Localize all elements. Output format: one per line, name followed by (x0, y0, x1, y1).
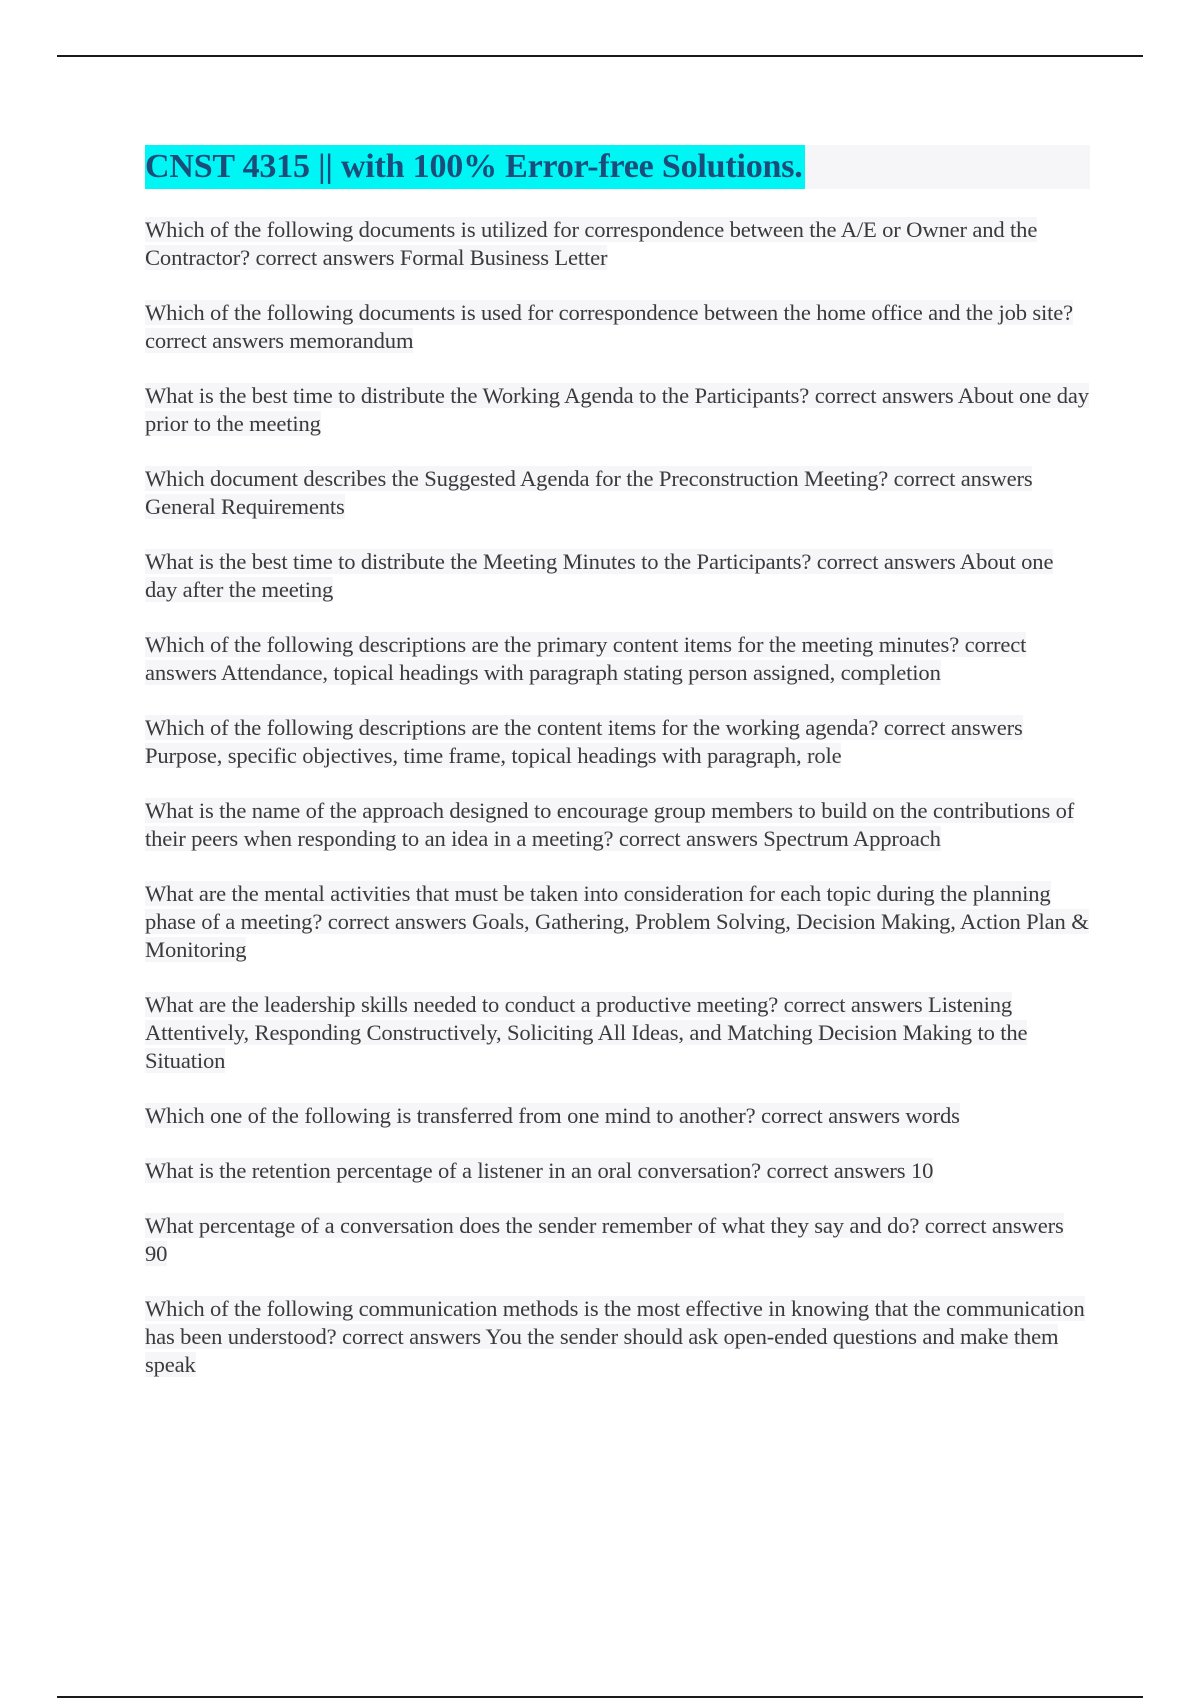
qa-text: Which of the following communication methods is the most effective in knowing that the communication has been understood? correct answers You the sender should ask open-ended questions and make them speak (145, 1296, 1085, 1377)
qa-text: Which one of the following is transferred from one mind to another? correct answers words (145, 1103, 960, 1128)
qa-text: What are the mental activities that must be taken into consideration for each topic during the planning phase of a meeting? correct answers Goals, Gathering, Problem Solving, Decision Making, Action Plan & Monitoring (145, 881, 1089, 962)
bottom-rule (57, 1696, 1143, 1698)
qa-item-6 (145, 631, 1090, 687)
qa-item-7 (145, 714, 1090, 770)
qa-text: Which of the following descriptions are the content items for the working agenda? correct answers Purpose, specific objectives, time frame, topical headings with paragraph, role (145, 715, 1023, 768)
qa-item-8 (145, 797, 1090, 853)
qa-item-12 (145, 1157, 1090, 1185)
qa-item-11 (145, 1102, 1090, 1130)
qa-text: Which of the following descriptions are the primary content items for the meeting minutes? correct answers Attendance, topical headings with paragraph stating person assigned, completion (145, 632, 1027, 685)
qa-text: What is the name of the approach designed to encourage group members to build on the contributions of their peers when responding to an idea in a meeting? correct answers Spectrum Approach (145, 798, 1075, 851)
qa-item-3 (145, 382, 1090, 438)
qa-text: Which of the following documents is used for correspondence between the home office and the job site? correct answers memorandum (145, 300, 1074, 353)
document-body (145, 145, 1090, 1406)
qa-text: What percentage of a conversation does the sender remember of what they say and do? correct answers 90 (145, 1213, 1064, 1266)
qa-text: What is the best time to distribute the Meeting Minutes to the Participants? correct answers About one day after the meeting (145, 549, 1054, 602)
qa-text: Which document describes the Suggested Agenda for the Preconstruction Meeting? correct answers General Requirements (145, 466, 1033, 519)
qa-item-5 (145, 548, 1090, 604)
top-rule (57, 55, 1143, 57)
document-title: CNST 4315 || with 100% Error-free Solutions. (145, 145, 805, 189)
qa-text: What is the best time to distribute the Working Agenda to the Participants? correct answers About one day prior to the meeting (145, 383, 1089, 436)
qa-item-14 (145, 1295, 1090, 1379)
qa-text: What are the leadership skills needed to conduct a productive meeting? correct answers Listening Attentively, Responding Constructively, Soliciting All Ideas, and Matching Decision Making to the Situation (145, 992, 1028, 1073)
qa-item-9 (145, 880, 1090, 964)
qa-item-2 (145, 299, 1090, 355)
qa-item-10 (145, 991, 1090, 1075)
qa-text: Which of the following documents is utilized for correspondence between the A/E or Owner and the Contractor? correct answers Formal Business Letter (145, 217, 1038, 270)
title-band (145, 145, 1090, 189)
qa-item-4 (145, 465, 1090, 521)
qa-item-1 (145, 216, 1090, 272)
qa-text: What is the retention percentage of a listener in an oral conversation? correct answers 10 (145, 1158, 934, 1183)
qa-item-13 (145, 1212, 1090, 1268)
